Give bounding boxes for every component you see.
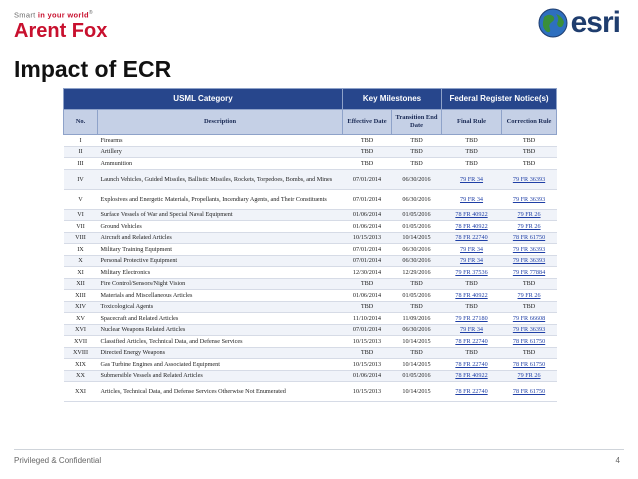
cell-no: XVII: [64, 336, 98, 348]
cell-transition-end: 06/30/2016: [392, 324, 442, 336]
cell-transition-end: TBD: [392, 158, 442, 170]
cell-no: V: [64, 189, 98, 209]
cell-transition-end: 01/05/2016: [392, 221, 442, 233]
cell-description: Military Electronics: [98, 267, 343, 279]
cell-transition-end: 06/30/2016: [392, 169, 442, 189]
cell-transition-end: TBD: [392, 301, 442, 313]
page-number: 4: [615, 456, 620, 465]
table-row: [64, 169, 557, 189]
cell-transition-end: 10/14/2015: [392, 359, 442, 371]
table-row: [64, 255, 557, 267]
cell-effective-date: TBD: [343, 347, 392, 359]
cell-effective-date: 11/10/2014: [343, 313, 392, 325]
cell-no: XIII: [64, 290, 98, 302]
cell-correction-rule: TBD: [502, 347, 557, 359]
column-header-row: [64, 110, 557, 135]
cell-description: Spacecraft and Related Articles: [98, 313, 343, 325]
cell-no: X: [64, 255, 98, 267]
cell-transition-end: 06/30/2016: [392, 255, 442, 267]
table-row: [64, 313, 557, 325]
cell-description: Gas Turbine Engines and Associated Equipment: [98, 359, 343, 371]
cell-effective-date: 07/01/2014: [343, 324, 392, 336]
cell-transition-end: TBD: [392, 135, 442, 147]
cell-correction-rule[interactable]: 79 FR 26: [502, 370, 557, 382]
col-header-description: Description: [98, 110, 343, 135]
cell-correction-rule[interactable]: 79 FR 66608: [502, 313, 557, 325]
tagline: [14, 10, 107, 20]
cell-effective-date: TBD: [343, 135, 392, 147]
cell-no: XVI: [64, 324, 98, 336]
cell-effective-date: TBD: [343, 146, 392, 158]
group-header-usml: USML Category: [64, 89, 343, 110]
cell-correction-rule[interactable]: 78 FR 61750: [502, 382, 557, 402]
cell-no: XX: [64, 370, 98, 382]
cell-description: Explosives and Energetic Materials, Propellants, Incendiary Agents, and Their Constituents: [98, 189, 343, 209]
cell-no: XIX: [64, 359, 98, 371]
tagline-pre: Smart: [14, 10, 38, 20]
cell-transition-end: 10/14/2015: [392, 232, 442, 244]
cell-final-rule[interactable]: 78 FR 40922: [442, 221, 502, 233]
cell-final-rule: TBD: [442, 158, 502, 170]
cell-no: XV: [64, 313, 98, 325]
cell-transition-end: 10/14/2015: [392, 382, 442, 402]
cell-final-rule[interactable]: 79 FR 34: [442, 189, 502, 209]
table-row: [64, 189, 557, 209]
group-header-federal-register: Federal Register Notice(s): [442, 89, 557, 110]
cell-correction-rule: TBD: [502, 158, 557, 170]
cell-effective-date: 01/06/2014: [343, 370, 392, 382]
cell-effective-date: 01/06/2014: [343, 290, 392, 302]
table-row: [64, 370, 557, 382]
cell-no: XIV: [64, 301, 98, 313]
cell-description: Surface Vessels of War and Special Naval Equipment: [98, 209, 343, 221]
group-header-row: [64, 89, 557, 110]
table-row: [64, 382, 557, 402]
cell-effective-date: 07/01/2014: [343, 255, 392, 267]
cell-correction-rule[interactable]: 78 FR 61750: [502, 336, 557, 348]
usml-table-container: [63, 88, 556, 402]
cell-correction-rule[interactable]: 79 FR 36393: [502, 255, 557, 267]
cell-effective-date: 10/15/2013: [343, 382, 392, 402]
table-row: [64, 135, 557, 147]
cell-effective-date: 12/30/2014: [343, 267, 392, 279]
cell-final-rule[interactable]: 78 FR 22740: [442, 382, 502, 402]
table-row: [64, 221, 557, 233]
cell-no: XII: [64, 278, 98, 290]
table-row: [64, 324, 557, 336]
table-row: [64, 336, 557, 348]
cell-transition-end: 01/05/2016: [392, 290, 442, 302]
confidential-note: Privileged & Confidential: [14, 456, 102, 465]
cell-transition-end: TBD: [392, 278, 442, 290]
cell-transition-end: 01/05/2016: [392, 209, 442, 221]
cell-effective-date: 07/01/2014: [343, 169, 392, 189]
cell-description: Firearms: [98, 135, 343, 147]
col-header-transition-end: Transition End Date: [392, 110, 442, 135]
table-row: [64, 347, 557, 359]
cell-transition-end: 06/30/2016: [392, 244, 442, 256]
cell-description: Articles, Technical Data, and Defense Services Otherwise Not Enumerated: [98, 382, 343, 402]
cell-no: XXI: [64, 382, 98, 402]
cell-final-rule: TBD: [442, 347, 502, 359]
cell-description: Personal Protective Equipment: [98, 255, 343, 267]
cell-final-rule[interactable]: 79 FR 27180: [442, 313, 502, 325]
table-row: [64, 244, 557, 256]
cell-correction-rule[interactable]: 79 FR 26: [502, 290, 557, 302]
cell-description: Aircraft and Related Articles: [98, 232, 343, 244]
cell-description: Submersible Vessels and Related Articles: [98, 370, 343, 382]
cell-description: Ground Vehicles: [98, 221, 343, 233]
cell-transition-end: 10/14/2015: [392, 336, 442, 348]
cell-final-rule[interactable]: 79 FR 34: [442, 255, 502, 267]
cell-description: Ammunition: [98, 158, 343, 170]
cell-transition-end: TBD: [392, 347, 442, 359]
cell-effective-date: 07/01/2014: [343, 244, 392, 256]
cell-effective-date: 07/01/2014: [343, 189, 392, 209]
cell-effective-date: TBD: [343, 278, 392, 290]
cell-transition-end: 12/29/2016: [392, 267, 442, 279]
cell-effective-date: TBD: [343, 158, 392, 170]
cell-final-rule: TBD: [442, 278, 502, 290]
cell-correction-rule[interactable]: 79 FR 36393: [502, 169, 557, 189]
cell-description: Classified Articles, Technical Data, and Defense Services: [98, 336, 343, 348]
cell-effective-date: 01/06/2014: [343, 221, 392, 233]
cell-effective-date: 01/06/2014: [343, 209, 392, 221]
arent-fox-logo: [14, 10, 107, 41]
cell-no: XI: [64, 267, 98, 279]
col-header-final-rule: Final Rule: [442, 110, 502, 135]
cell-transition-end: 01/05/2016: [392, 370, 442, 382]
cell-correction-rule[interactable]: 79 FR 26: [502, 209, 557, 221]
cell-correction-rule: TBD: [502, 146, 557, 158]
cell-correction-rule[interactable]: 79 FR 77884: [502, 267, 557, 279]
cell-no: IX: [64, 244, 98, 256]
cell-description: Military Training Equipment: [98, 244, 343, 256]
cell-correction-rule[interactable]: 79 FR 36393: [502, 244, 557, 256]
group-header-milestones: Key Milestones: [343, 89, 442, 110]
cell-no: II: [64, 146, 98, 158]
cell-description: Toxicological Agents: [98, 301, 343, 313]
cell-correction-rule[interactable]: 79 FR 36393: [502, 324, 557, 336]
cell-correction-rule: TBD: [502, 135, 557, 147]
table-row: [64, 301, 557, 313]
col-header-correction-rule: Correction Rule: [502, 110, 557, 135]
cell-correction-rule[interactable]: 78 FR 61750: [502, 232, 557, 244]
table-row: [64, 278, 557, 290]
cell-final-rule: TBD: [442, 301, 502, 313]
usml-table: [63, 88, 557, 402]
cell-correction-rule[interactable]: 78 FR 61750: [502, 359, 557, 371]
col-header-effective-date: Effective Date: [343, 110, 392, 135]
cell-no: XVIII: [64, 347, 98, 359]
cell-description: Artillery: [98, 146, 343, 158]
esri-wordmark: esri: [570, 6, 620, 39]
cell-no: IV: [64, 169, 98, 189]
cell-final-rule[interactable]: 78 FR 40922: [442, 290, 502, 302]
cell-final-rule[interactable]: 79 FR 34: [442, 244, 502, 256]
cell-final-rule[interactable]: 78 FR 22740: [442, 336, 502, 348]
table-row: [64, 146, 557, 158]
footer-divider: [14, 449, 624, 450]
cell-effective-date: 10/15/2013: [343, 232, 392, 244]
table-row: [64, 158, 557, 170]
cell-effective-date: 10/15/2013: [343, 359, 392, 371]
cell-description: Launch Vehicles, Guided Missiles, Ballistic Missiles, Rockets, Torpedoes, Bombs, and Mines: [98, 169, 343, 189]
cell-description: Nuclear Weapons Related Articles: [98, 324, 343, 336]
cell-final-rule[interactable]: 79 FR 37536: [442, 267, 502, 279]
cell-final-rule[interactable]: 79 FR 34: [442, 169, 502, 189]
globe-icon: [538, 8, 568, 38]
table-row: [64, 267, 557, 279]
cell-final-rule[interactable]: 79 FR 34: [442, 324, 502, 336]
cell-correction-rule[interactable]: 79 FR 26: [502, 221, 557, 233]
cell-description: Directed Energy Weapons: [98, 347, 343, 359]
tagline-mark: ®: [88, 10, 93, 16]
table-row: [64, 359, 557, 371]
cell-final-rule: TBD: [442, 135, 502, 147]
page-title: Impact of ECR: [14, 56, 172, 82]
cell-correction-rule[interactable]: 79 FR 36393: [502, 189, 557, 209]
table-row: [64, 232, 557, 244]
col-header-no: No.: [64, 110, 98, 135]
cell-effective-date: TBD: [343, 301, 392, 313]
cell-final-rule[interactable]: 78 FR 40922: [442, 209, 502, 221]
cell-description: Fire Control/Sensors/Night Vision: [98, 278, 343, 290]
cell-transition-end: 11/09/2016: [392, 313, 442, 325]
table-row: [64, 290, 557, 302]
cell-no: I: [64, 135, 98, 147]
cell-effective-date: 10/15/2013: [343, 336, 392, 348]
cell-final-rule: TBD: [442, 146, 502, 158]
firm-name: Arent Fox: [14, 19, 108, 42]
cell-no: VI: [64, 209, 98, 221]
cell-transition-end: TBD: [392, 146, 442, 158]
cell-no: VII: [64, 221, 98, 233]
cell-correction-rule: TBD: [502, 278, 557, 290]
table-body: [64, 135, 557, 402]
cell-final-rule[interactable]: 78 FR 22740: [442, 359, 502, 371]
cell-no: III: [64, 158, 98, 170]
cell-final-rule[interactable]: 78 FR 22740: [442, 232, 502, 244]
cell-correction-rule: TBD: [502, 301, 557, 313]
cell-transition-end: 06/30/2016: [392, 189, 442, 209]
table-row: [64, 209, 557, 221]
tagline-mid: in your world: [37, 10, 89, 20]
cell-no: VIII: [64, 232, 98, 244]
esri-logo: [538, 6, 620, 40]
cell-final-rule[interactable]: 78 FR 40922: [442, 370, 502, 382]
cell-description: Materials and Miscellaneous Articles: [98, 290, 343, 302]
